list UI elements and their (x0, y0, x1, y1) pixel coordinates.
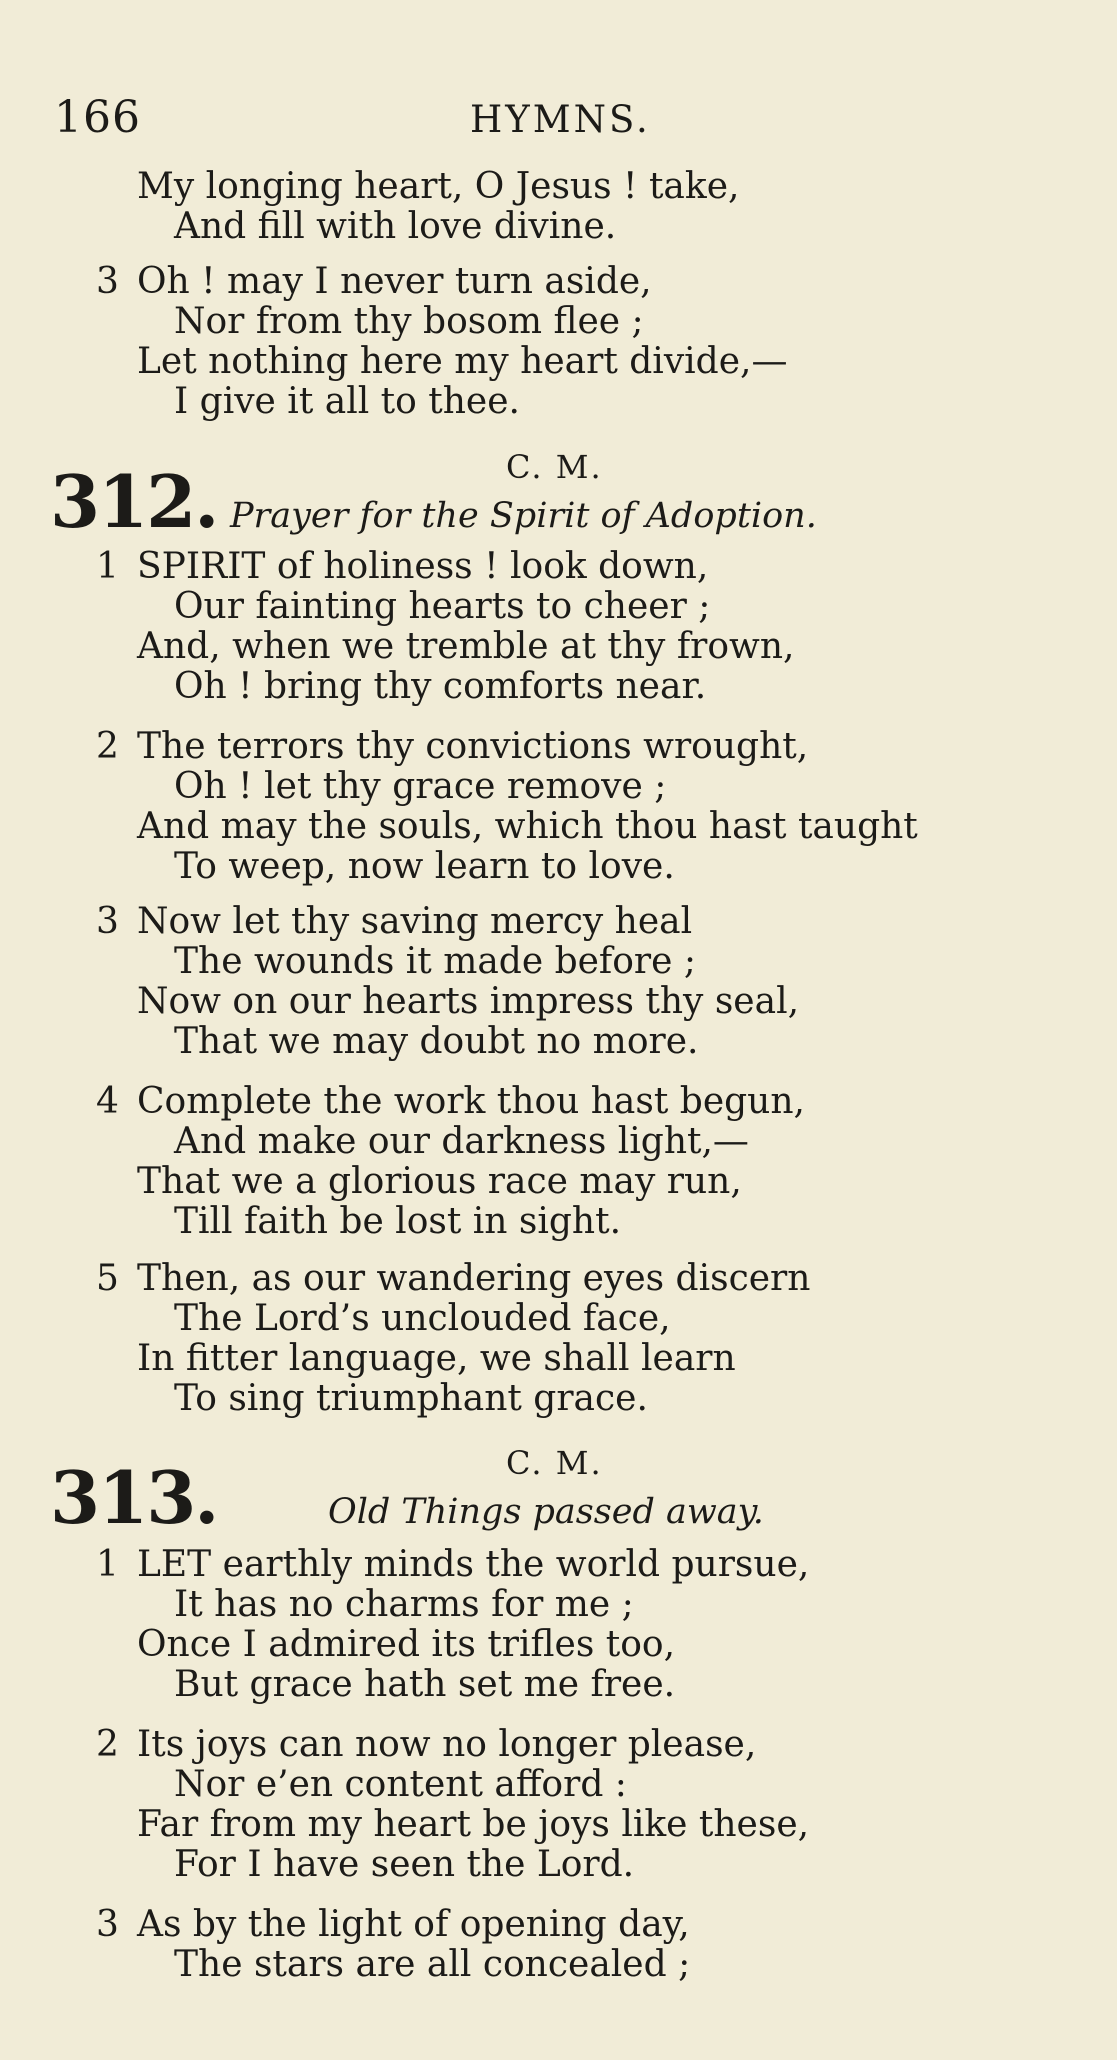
hymn-meter: C. M. (506, 1444, 603, 1482)
verse-line: Once I admired its trifles too, (137, 1624, 676, 1665)
verse-line: And fill with love divine. (174, 206, 617, 247)
verse-line: As by the light of opening day, (137, 1904, 690, 1945)
verse-line: For I have seen the Lord. (174, 1844, 635, 1885)
verse-number: 1 (96, 546, 119, 587)
verse-number: 2 (96, 726, 119, 767)
verse-line: Now let thy saving mercy heal (137, 901, 693, 942)
verse-line: Complete the work thou hast begun, (137, 1081, 805, 1122)
verse-line: LET earthly minds the world pursue, (137, 1544, 810, 1585)
hymn-number: 313. (50, 1455, 218, 1540)
hymn-meter: C. M. (506, 448, 603, 486)
hymn-title: Prayer for the Spirit of Adoption. (230, 496, 817, 536)
verse-line: But grace hath set me free. (174, 1664, 676, 1705)
verse-line: Oh ! bring thy comforts near. (174, 666, 707, 707)
verse-number: 3 (96, 901, 119, 942)
verse-number: 4 (96, 1081, 119, 1122)
verse-line: It has no charms for me ; (174, 1584, 634, 1625)
verse-line: That we may doubt no more. (174, 1021, 699, 1062)
verse-line: And, when we tremble at thy frown, (137, 626, 795, 667)
verse-number: 3 (96, 1904, 119, 1945)
hymn-title: Old Things passed away. (328, 1492, 764, 1532)
page-number: 166 (54, 92, 141, 143)
verse-line: That we a glorious race may run, (137, 1161, 742, 1202)
verse-line: To weep, now learn to love. (174, 846, 675, 887)
verse-line: The wounds it made before ; (174, 941, 697, 982)
verse-line: The stars are all concealed ; (174, 1944, 691, 1985)
verse-line: Its joys can now no longer please, (137, 1724, 757, 1765)
verse-line: Oh ! may I never turn aside, (137, 261, 652, 302)
verse-number: 2 (96, 1724, 119, 1765)
verse-line: Now on our hearts impress thy seal, (137, 981, 800, 1022)
verse-number: 1 (96, 1544, 119, 1585)
verse-number: 3 (96, 261, 119, 302)
verse-line: Let nothing here my heart divide,— (137, 341, 788, 382)
verse-line: SPIRIT of holiness ! look down, (137, 546, 709, 587)
verse-line: I give it all to thee. (174, 381, 520, 422)
verse-line: The terrors thy convictions wrought, (137, 726, 809, 767)
verse-number: 5 (96, 1258, 119, 1299)
verse-line: And may the souls, which thou hast taught (137, 806, 918, 847)
verse-line: The Lord’s unclouded face, (174, 1298, 671, 1339)
verse-line: Nor e’en content afford : (174, 1764, 627, 1805)
running-title: HYMNS. (470, 98, 651, 141)
verse-line: My longing heart, O Jesus ! take, (137, 166, 740, 207)
verse-line: Nor from thy bosom flee ; (174, 301, 644, 342)
hymn-number: 312. (50, 459, 218, 544)
verse-line: Till faith be lost in sight. (174, 1201, 622, 1242)
verse-line: In fitter language, we shall learn (137, 1338, 736, 1379)
verse-line: Oh ! let thy grace remove ; (174, 766, 667, 807)
verse-line: Then, as our wandering eyes discern (137, 1258, 811, 1299)
verse-line: Far from my heart be joys like these, (137, 1804, 810, 1845)
verse-line: Our fainting hearts to cheer ; (174, 586, 711, 627)
verse-line: And make our darkness light,— (174, 1121, 749, 1162)
verse-line: To sing triumphant grace. (174, 1378, 648, 1419)
